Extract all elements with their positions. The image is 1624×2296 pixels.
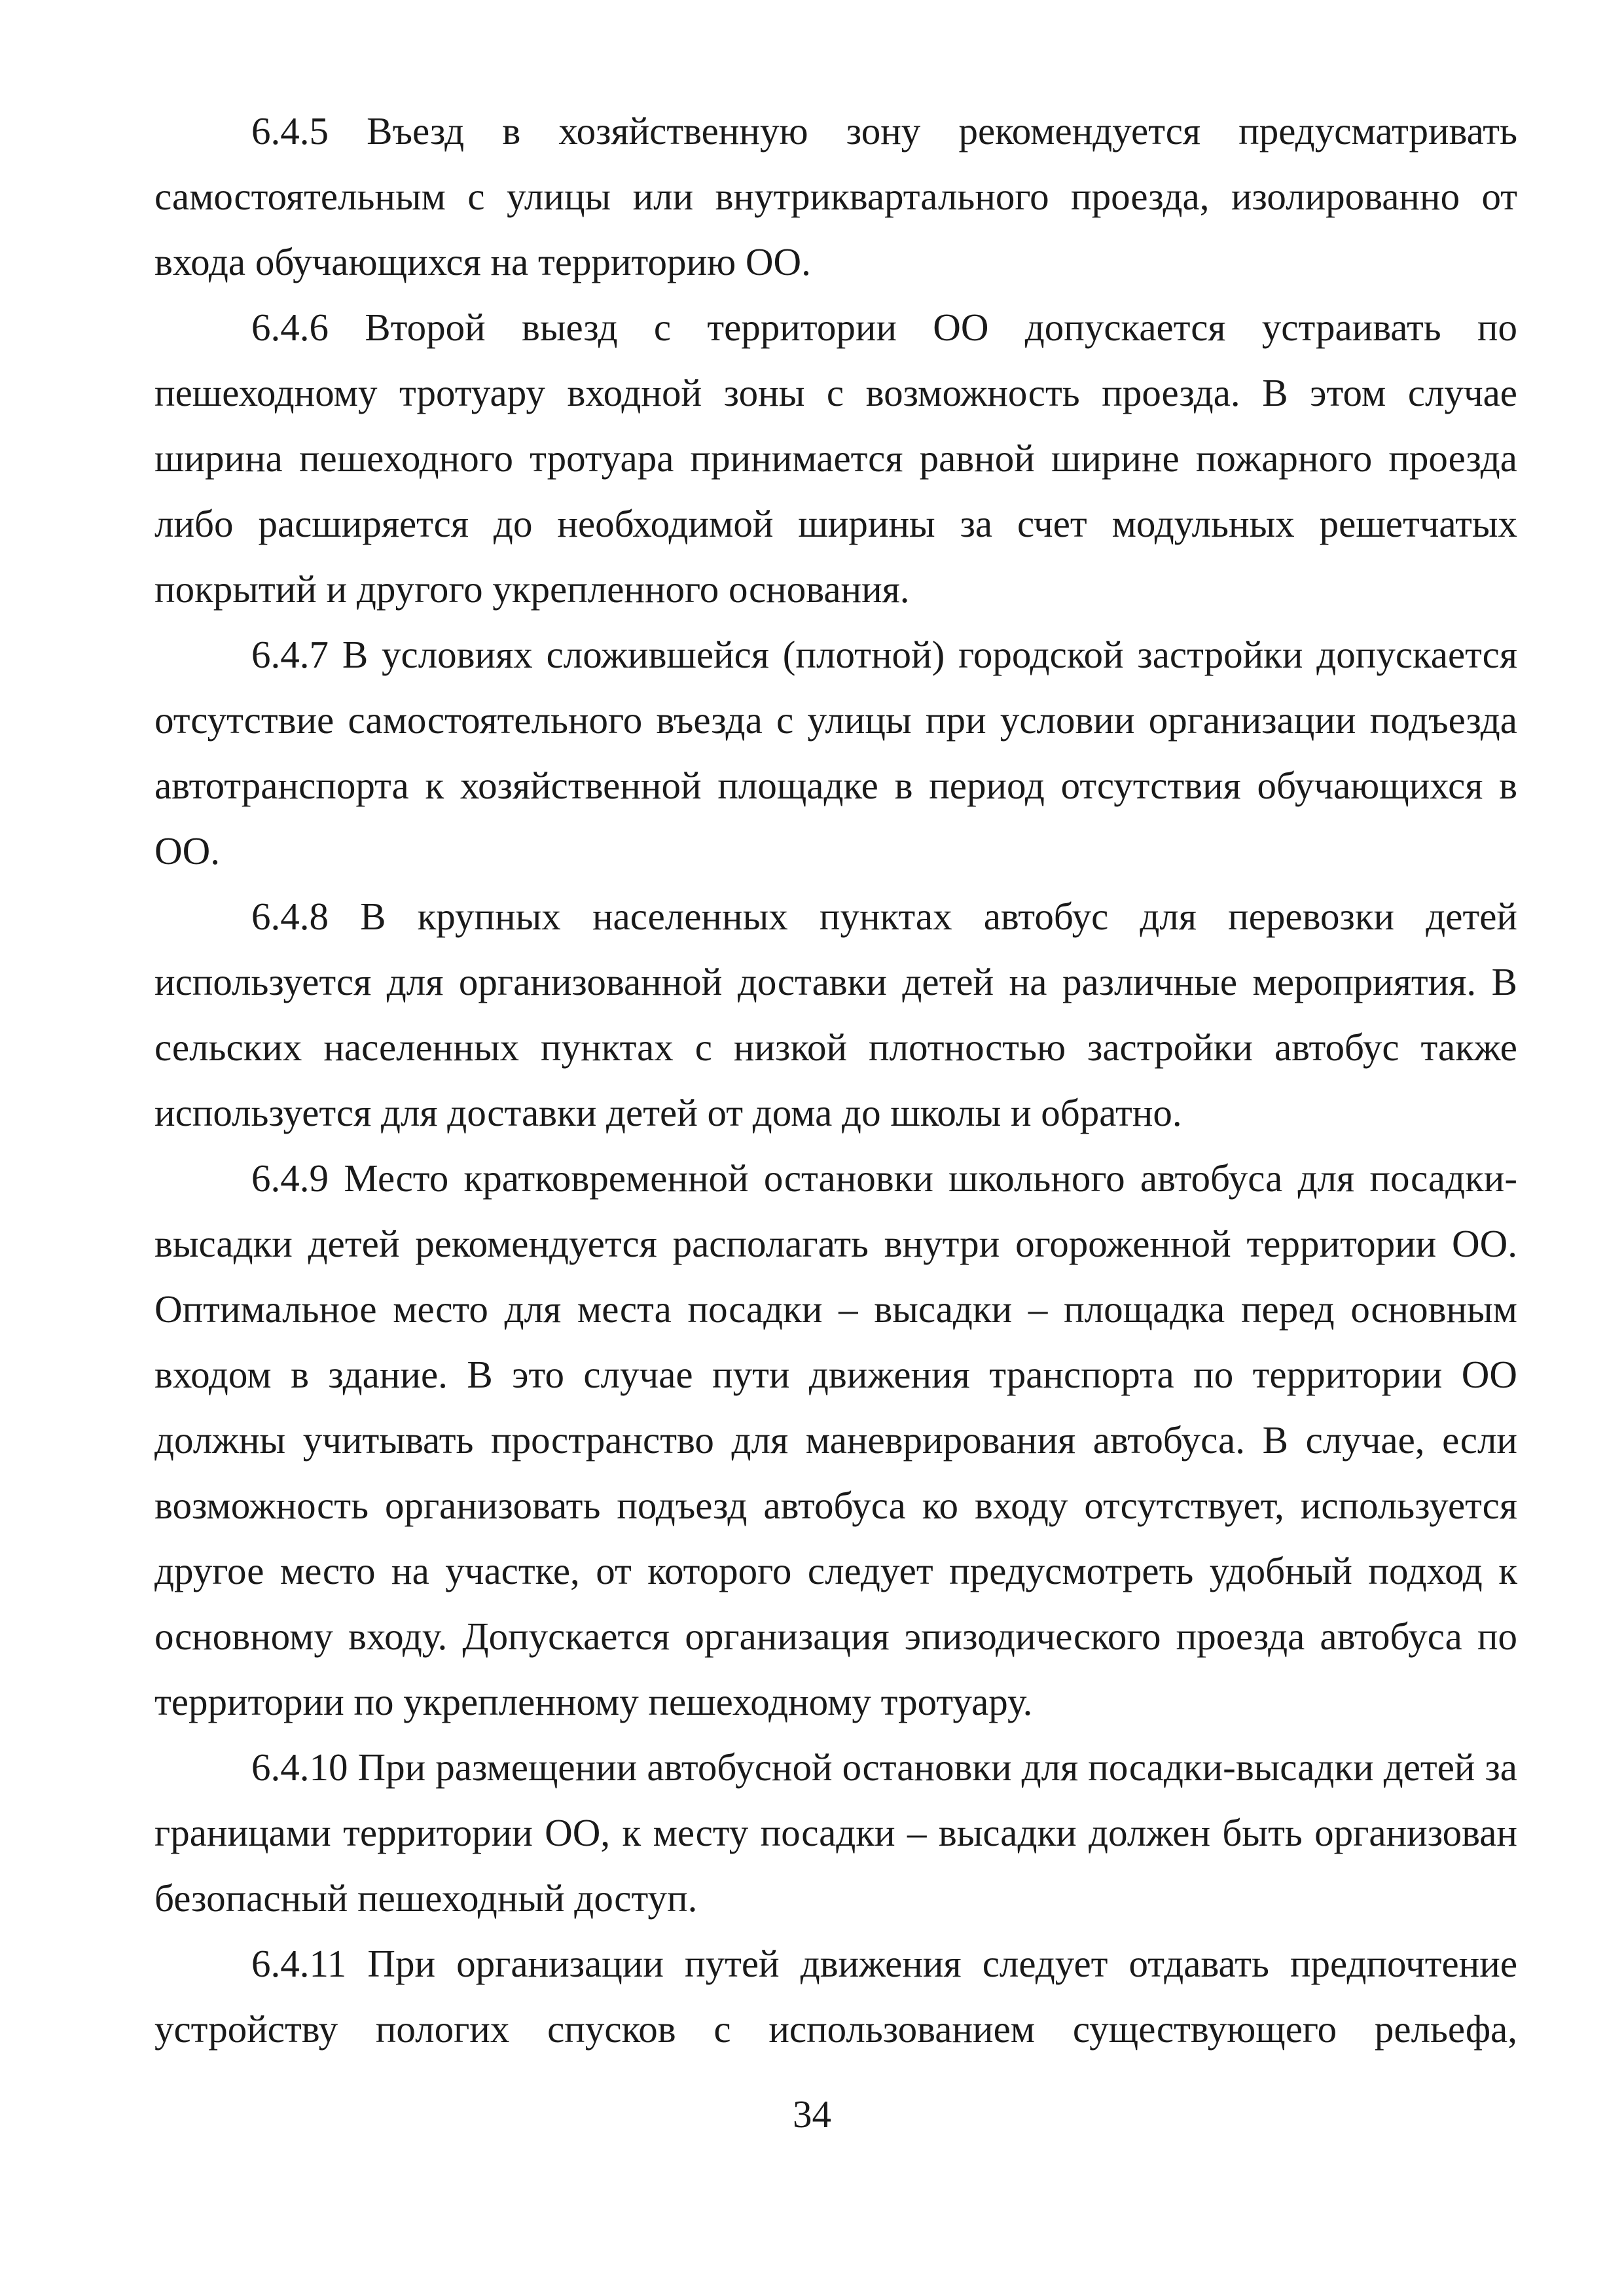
paragraph-6-4-5 (154, 98, 1517, 295)
paragraph-6-4-11 (154, 1931, 1517, 2062)
paragraph-6-4-7 (154, 622, 1517, 884)
paragraph-text: Второй выезд с территории ОО допускается устраивать по пешеходному тротуару входной зоны с возможность проезда. В этом случае ширина пешеходного тротуара принимается равной ширине пожарного проезда либо расширяется до необходимой ширины за счет модульных решетчатых покрытий и другого укрепленного основания. (154, 306, 1517, 611)
paragraph-text: В крупных населенных пунктах автобус для перевозки детей используется для организованной доставки детей на различные мероприятия. В сельских населенных пунктах с низкой плотностью застройки автобус также используется для доставки детей от дома до школы и обратно. (154, 895, 1517, 1134)
paragraph-6-4-8 (154, 884, 1517, 1145)
paragraph-number: 6.4.9 (251, 1157, 329, 1200)
paragraph-number: 6.4.11 (251, 1942, 347, 1985)
paragraph-text: В условиях сложившейся (плотной) городской застройки допускается отсутствие самостоятельного въезда с улицы при условии организации подъезда автотранспорта к хозяйственной площадке в период отсутствия обучающихся в ОО. (154, 633, 1518, 872)
paragraph-number: 6.4.10 (251, 1746, 348, 1789)
paragraph-text: Въезд в хозяйственную зону рекомендуется предусматривать самостоятельным с улицы или внутриквартального проезда, изолированно от входа обучающихся на территорию ОО. (154, 109, 1517, 283)
paragraph-number: 6.4.7 (251, 633, 329, 676)
paragraph-number: 6.4.5 (251, 109, 329, 152)
paragraph-6-4-10 (154, 1734, 1517, 1931)
page-number: 34 (793, 2092, 831, 2136)
paragraph-text: При организации путей движения следует отдавать предпочтение устройству пологих спусков с использованием существующего рельефа, (154, 1942, 1518, 2051)
paragraph-text: Место кратковременной остановки школьного автобуса для посадки-высадки детей рекомендуется располагать внутри огороженной территории ОО. Оптимальное место для места посадки – высадки – площадка перед основным входом в здание. В это случае пути движения транспорта по территории ОО должны учитывать пространство для маневрирования автобуса. В случае, если возможность организовать подъезд автобуса ко входу отсутствует, используется другое место на участке, от которого следует предусмотреть удобный подход к основному входу. Допускается организация эпизодического проезда автобуса по территории по укрепленному пешеходному тротуару. (154, 1157, 1518, 1723)
paragraph-number: 6.4.8 (251, 895, 329, 938)
document-body (154, 98, 1517, 2062)
paragraph-number: 6.4.6 (251, 306, 329, 349)
paragraph-6-4-9 (154, 1145, 1517, 1734)
paragraph-text: При размещении автобусной остановки для посадки-высадки детей за границами территории ОО, к месту посадки – высадки должен быть организован безопасный пешеходный доступ. (154, 1746, 1517, 1920)
paragraph-6-4-6 (154, 295, 1517, 622)
